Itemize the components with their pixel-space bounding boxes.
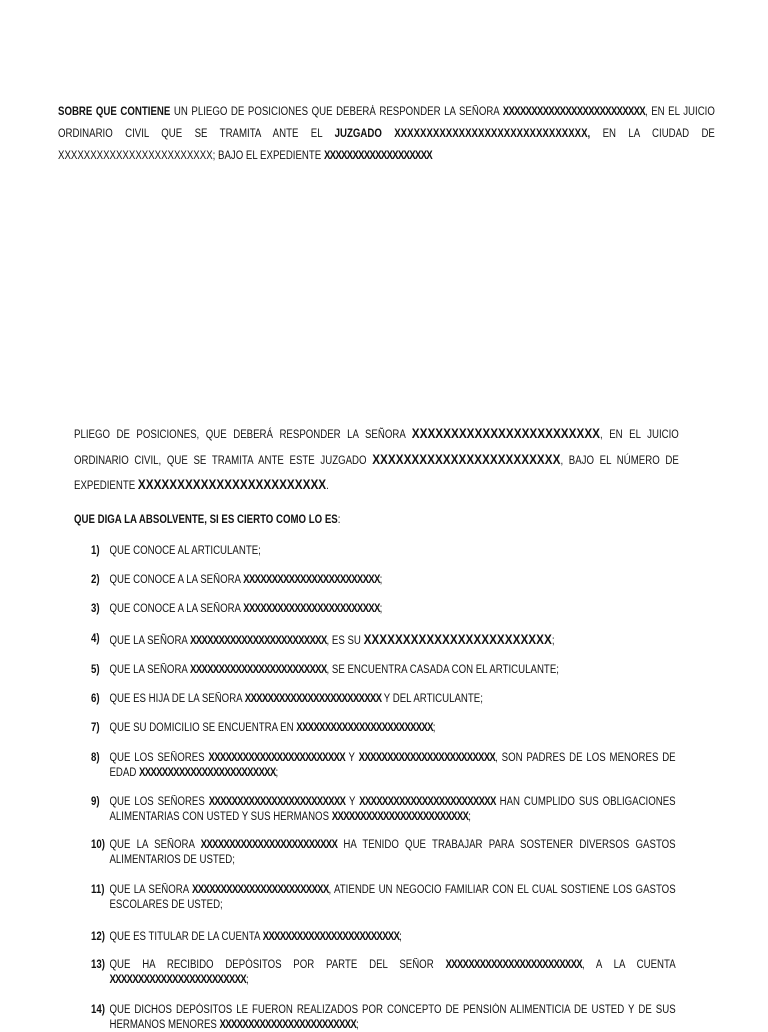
- item-text: QUE CONOCE A LA SEÑORA: [109, 574, 244, 586]
- envelope-description: [58, 101, 715, 167]
- item-text: , ES SU: [326, 635, 364, 647]
- item-text: QUE SU DOMICILIO SE ENCUENTRA EN: [109, 722, 297, 734]
- redacted-case-number: XXXXXXXXXXXXXXXXXXXXXXXX: [137, 476, 327, 492]
- item-number: 10): [91, 839, 105, 851]
- questions-heading: [74, 514, 679, 526]
- item-text: , SE ENCUENTRA CASADA CON EL ARTICULANTE;: [326, 664, 559, 676]
- item-text: QUE HA RECIBIDO DEPÓSITOS POR PARTE DEL SEÑOR: [109, 959, 446, 971]
- redacted-court: XXXXXXXXXXXXXXXXXXXXXXXX: [372, 450, 561, 467]
- redacted-text: XXXXXXXXXXXXXXXXXXXXXXXX: [243, 574, 380, 586]
- redacted-text: XXXXXXXXXXXXXXXXXXXXXXXX: [296, 722, 433, 734]
- item-text: ;: [551, 635, 555, 647]
- redacted-text: XXXXXXXXXXXXXXXXXXXXXXXX: [358, 752, 496, 764]
- item-number: 13): [91, 959, 105, 971]
- item-text: ;: [245, 973, 249, 986]
- item-text: HA TENIDO QUE TRABAJAR PARA SOSTENER DIVERSOS GASTOS ALIMENTARIOS DE USTED;: [109, 839, 676, 866]
- list-item: [91, 838, 676, 867]
- redacted-text: XXXXXXXXXXXXXXXXXXXXXXXX: [331, 810, 469, 823]
- item-number: 7): [91, 722, 100, 734]
- item-number: 6): [91, 693, 100, 705]
- item-text: QUE LOS SEÑORES: [109, 752, 209, 764]
- list-item: [91, 602, 676, 617]
- item-text: , SON PADRES DE LOS MENORES DE EDAD: [109, 752, 676, 779]
- pliego-text-2: , EN EL JUICIO ORDINARIO CIVIL, QUE SE TRAMITA ANTE ESTE JUZGADO: [74, 429, 679, 467]
- pliego-text-4: .: [326, 480, 329, 492]
- item-number: 12): [91, 931, 105, 943]
- item-text: Y DEL ARTICULANTE;: [381, 693, 483, 705]
- pliego-intro: [74, 422, 679, 499]
- item-text: Y: [345, 796, 360, 808]
- item-text: ;: [399, 931, 402, 943]
- item-text: ;: [432, 722, 436, 734]
- item-text: QUE DICHOS DEPÓSITOS LE FUERON REALIZADOS POR CONCEPTO DE PENSIÓN ALIMENTICIA DE USTED Y DE SUS HERMANOS MENORES: [109, 1004, 676, 1031]
- list-item: [91, 663, 676, 678]
- item-number: 4): [91, 633, 100, 645]
- redacted-name: XXXXXXXXXXXXXXXXXXXXXXXX: [411, 425, 601, 441]
- list-item: [91, 930, 676, 945]
- redacted-text: XXXXXXXXXXXXXXXXXXXXXXXX: [109, 973, 246, 986]
- envelope-text-1: UN PLIEGO DE POSICIONES QUE DEBERÁ RESPONDER LA SEÑORA: [170, 106, 503, 118]
- item-text: HAN CUMPLIDO SUS OBLIGACIONES ALIMENTARIAS CON USTED Y SUS HERMANOS: [109, 796, 676, 823]
- questions-heading-bold: QUE DIGA LA ABSOLVENTE, SI ES CIERTO COMO LO ES: [74, 514, 338, 526]
- list-item: [91, 573, 676, 588]
- court-name: JUZGADO XXXXXXXXXXXXXXXXXXXXXXXXXXXXXX,: [334, 128, 591, 140]
- item-text: ;: [275, 766, 279, 779]
- envelope-text-2: , EN EL JUICIO ORDINARIO CIVIL QUE SE TRAMITA ANTE EL: [58, 106, 715, 140]
- questions-heading-tail: :: [337, 514, 341, 526]
- item-text: QUE ES TITULAR DE LA CUENTA: [109, 931, 263, 943]
- redacted-text: XXXXXXXXXXXXXXXXXXXXXXXX: [359, 796, 496, 808]
- item-number: 5): [91, 664, 100, 676]
- redacted-text: XXXXXXXXXXXXXXXXXXXXXXXX: [208, 796, 346, 808]
- list-item: [91, 692, 676, 707]
- redacted-text: XXXXXXXXXXXXXXXXXXXXXXXX: [243, 603, 380, 615]
- redacted-text: XXXXXXXXXXXXXXXXXXXXXXXX: [192, 884, 329, 896]
- item-text: , ATIENDE UN NEGOCIO FAMILIAR CON EL CUAL SOSTIENE LOS GASTOS ESCOLARES DE USTED;: [109, 884, 676, 911]
- list-item: [91, 883, 676, 912]
- list-item: [91, 544, 676, 559]
- item-number: 1): [91, 545, 100, 557]
- item-number: 2): [91, 574, 100, 586]
- envelope-text-3: EN LA CIUDAD DE XXXXXXXXXXXXXXXXXXXXXXXX; BAJO EL EXPEDIENTE: [58, 128, 715, 162]
- item-text: QUE ES HIJA DE LA SEÑORA: [109, 693, 245, 705]
- item-number: 9): [91, 796, 100, 808]
- case-number: XXXXXXXXXXXXXXXXXXX: [323, 150, 432, 162]
- item-text: QUE LA SEÑORA: [109, 635, 191, 647]
- item-text: ;: [379, 574, 383, 586]
- redacted-text: XXXXXXXXXXXXXXXXXXXXXXXX: [219, 1018, 357, 1031]
- redacted-text: XXXXXXXXXXXXXXXXXXXXXXXX: [190, 635, 327, 647]
- pliego-text-3: , BAJO EL NÚMERO DE EXPEDIENTE: [74, 454, 679, 492]
- list-item: [91, 721, 676, 736]
- list-item: [91, 751, 676, 780]
- item-number: 8): [91, 752, 100, 764]
- pliego-text-1: PLIEGO DE POSICIONES, QUE DEBERÁ RESPONDER LA SEÑORA: [74, 429, 412, 441]
- item-text: Y: [344, 752, 359, 764]
- item-number: 14): [91, 1004, 105, 1016]
- item-text: ;: [356, 1018, 359, 1031]
- list-item: [91, 632, 676, 649]
- redacted-name: XXXXXXXXXXXXXXXXXXXXXXXXX: [502, 106, 645, 118]
- item-text: QUE LA SEÑORA: [109, 884, 193, 896]
- item-text: QUE CONOCE AL ARTICULANTE;: [109, 545, 261, 557]
- redacted-text: XXXXXXXXXXXXXXXXXXXXXXXX: [208, 752, 345, 764]
- redacted-text: XXXXXXXXXXXXXXXXXXXXXXXX: [200, 839, 338, 851]
- item-text: QUE LA SEÑORA: [109, 839, 201, 851]
- list-item: [91, 1003, 676, 1032]
- redacted-text: XXXXXXXXXXXXXXXXXXXXXXXX: [262, 931, 400, 943]
- item-text: ;: [468, 810, 471, 823]
- redacted-text: XXXXXXXXXXXXXXXXXXXXXXXX: [139, 766, 276, 779]
- item-number: 3): [91, 603, 100, 615]
- envelope-lead: SOBRE QUE CONTIENE: [58, 106, 171, 118]
- redacted-text: XXXXXXXXXXXXXXXXXXXXXXXX: [445, 959, 582, 971]
- item-text: ;: [379, 603, 383, 615]
- item-text: , A LA CUENTA: [581, 959, 676, 971]
- item-number: 11): [91, 884, 105, 896]
- list-item: [91, 795, 676, 824]
- redacted-text: XXXXXXXXXXXXXXXXXXXXXXXX: [244, 693, 382, 705]
- list-item: [91, 958, 676, 987]
- item-text: QUE LOS SEÑORES: [109, 796, 209, 808]
- item-text: QUE LA SEÑORA: [109, 664, 191, 676]
- redacted-text: XXXXXXXXXXXXXXXXXXXXXXXX: [363, 631, 552, 647]
- redacted-text: XXXXXXXXXXXXXXXXXXXXXXXX: [190, 664, 327, 676]
- item-text: QUE CONOCE A LA SEÑORA: [109, 603, 244, 615]
